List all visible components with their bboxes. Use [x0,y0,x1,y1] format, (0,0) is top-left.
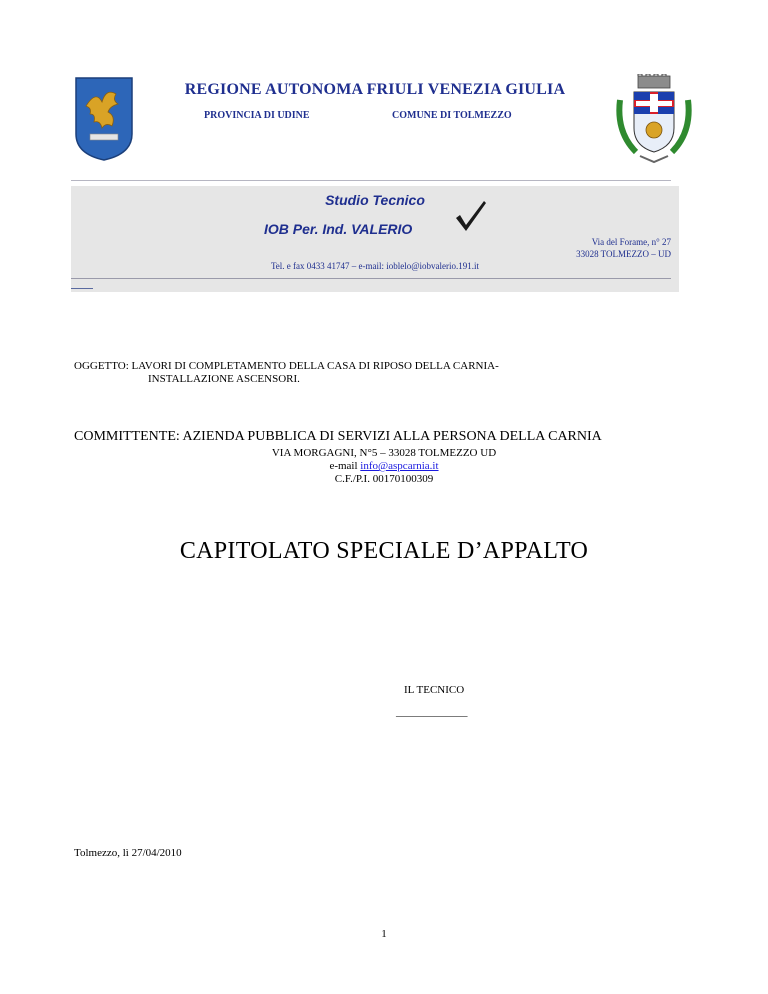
studio-person: IOB Per. Ind. VALERIO [264,221,413,237]
client-details [0,447,768,486]
subject-block [74,360,499,386]
header-divider [71,180,671,181]
signature-label: IL TECNICO [404,684,465,696]
tolmezzo-crest-icon [614,74,694,168]
studio-info-box [71,186,679,292]
client-email-row [0,460,768,473]
province-label: PROVINCIA DI UDINE [204,110,310,121]
studio-address-line1: Via del Forame, n° 27 [591,237,671,247]
place-date: Tolmezzo, lì 27/04/2010 [74,847,182,859]
studio-contact: Tel. e fax 0433 41747 – e-mail: ioblelo@iobvalerio.191.it [270,261,480,271]
document-title: CAPITOLATO SPECIALE D’APPALTO [179,538,589,564]
page-number: 1 [381,928,387,940]
client-email-label: e-mail [329,460,361,472]
studio-name: Studio Tecnico [325,192,425,208]
checkmark-icon [452,198,488,234]
client-tax-id: C.F./P.I. 00170100309 [334,473,434,485]
client-address: VIA MORGAGNI, N°5 – 33028 TOLMEZZO UD [271,447,497,459]
client-heading: COMMITTENTE: AZIENDA PUBBLICA DI SERVIZI ALLA PERSONA DELLA CARNIA [74,429,602,444]
subject-line1: OGGETTO: LAVORI DI COMPLETAMENTO DELLA CASA DI RIPOSO DELLA CARNIA- [74,360,499,372]
client-email-link[interactable]: info@aspcarnia.it [360,460,439,472]
subject-line2: INSTALLAZIONE ASCENSORI. [148,373,300,385]
studio-divider-stub [71,288,93,289]
studio-address-line2: 33028 TOLMEZZO – UD [576,249,671,259]
comune-label: COMUNE DI TOLMEZZO [392,110,512,121]
eagle-emblem-icon [72,76,136,162]
signature-line: _____________ [396,706,468,718]
region-title: REGIONE AUTONOMA FRIULI VENEZIA GIULIA [184,81,566,98]
studio-divider [71,278,671,279]
